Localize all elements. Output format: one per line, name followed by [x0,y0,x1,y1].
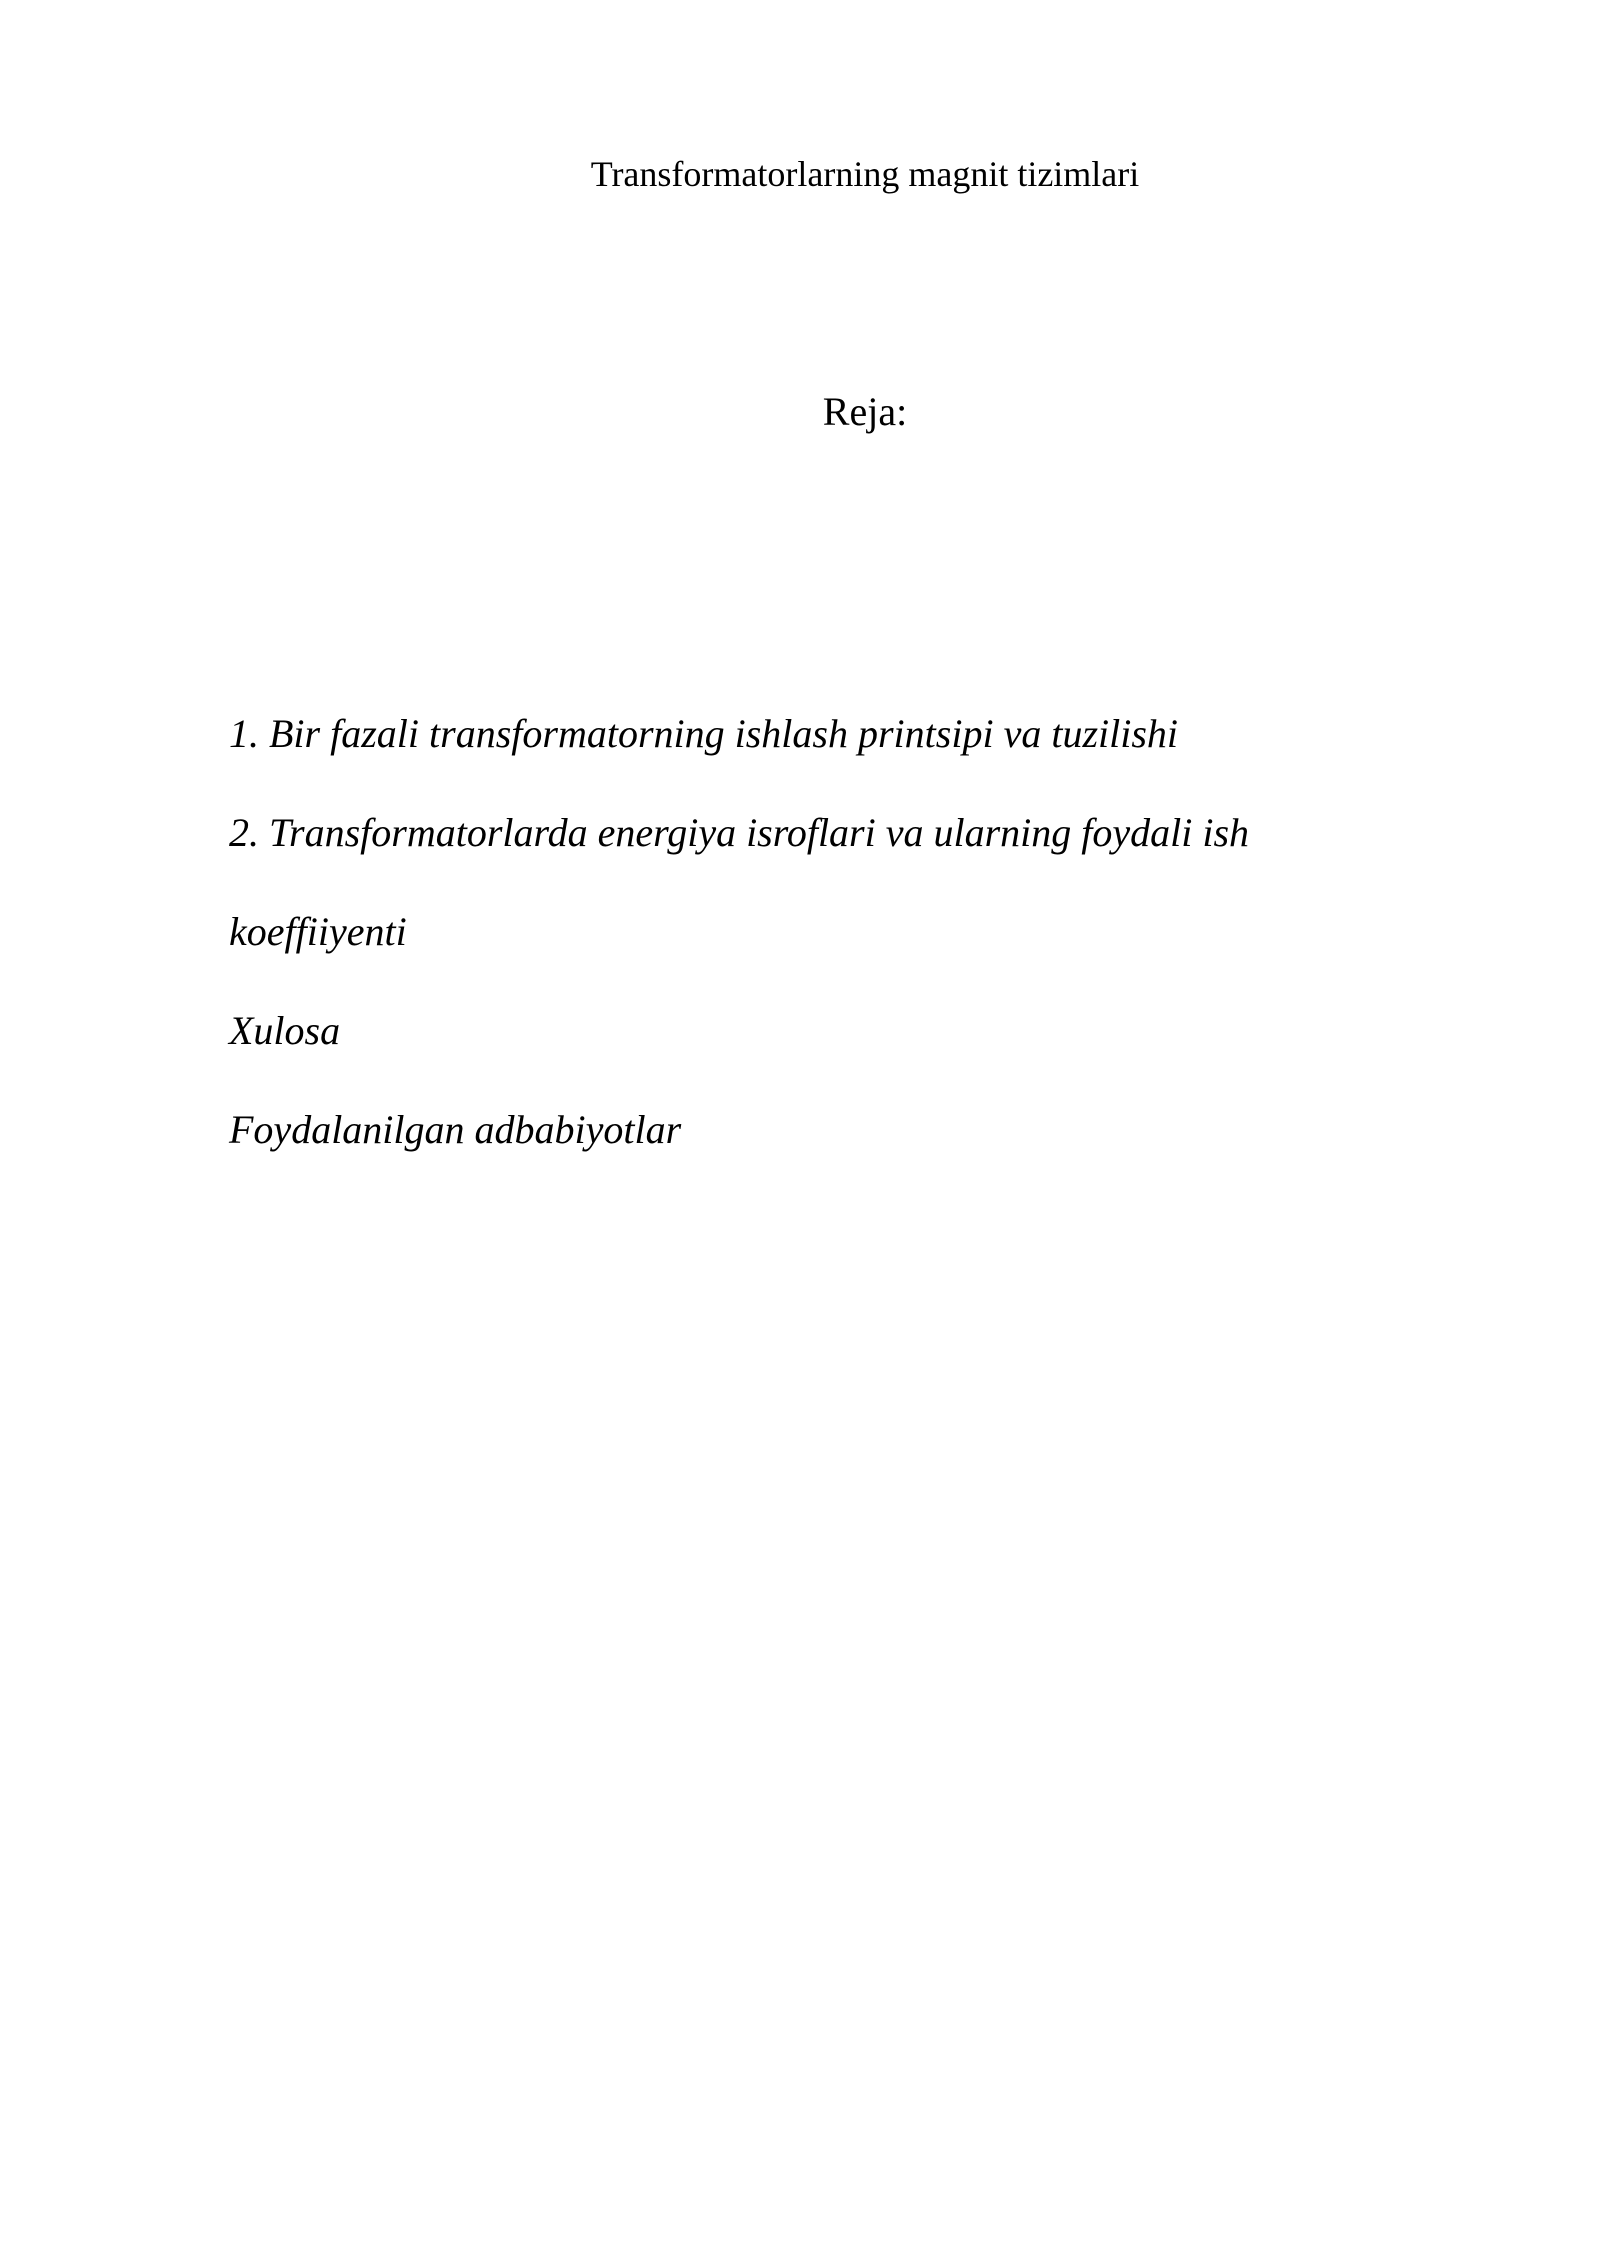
plan-item: 2. Transformatorlarda energiya isroflari va ularning foydali ish [229,810,1250,855]
plan-item: Foydalanilgan adbabiyotlar [229,1107,682,1152]
plan-heading: Reja: [822,389,908,434]
plan-item: 1. Bir fazali transformatorning ishlash printsipi va tuzilishi [229,711,1179,756]
document-title: Transformatorlarning magnit tizimlari [590,154,1140,194]
plan-item: koeffiiyenti [229,909,407,954]
plan-list [229,684,1409,1179]
plan-item: Xulosa [229,1008,341,1053]
